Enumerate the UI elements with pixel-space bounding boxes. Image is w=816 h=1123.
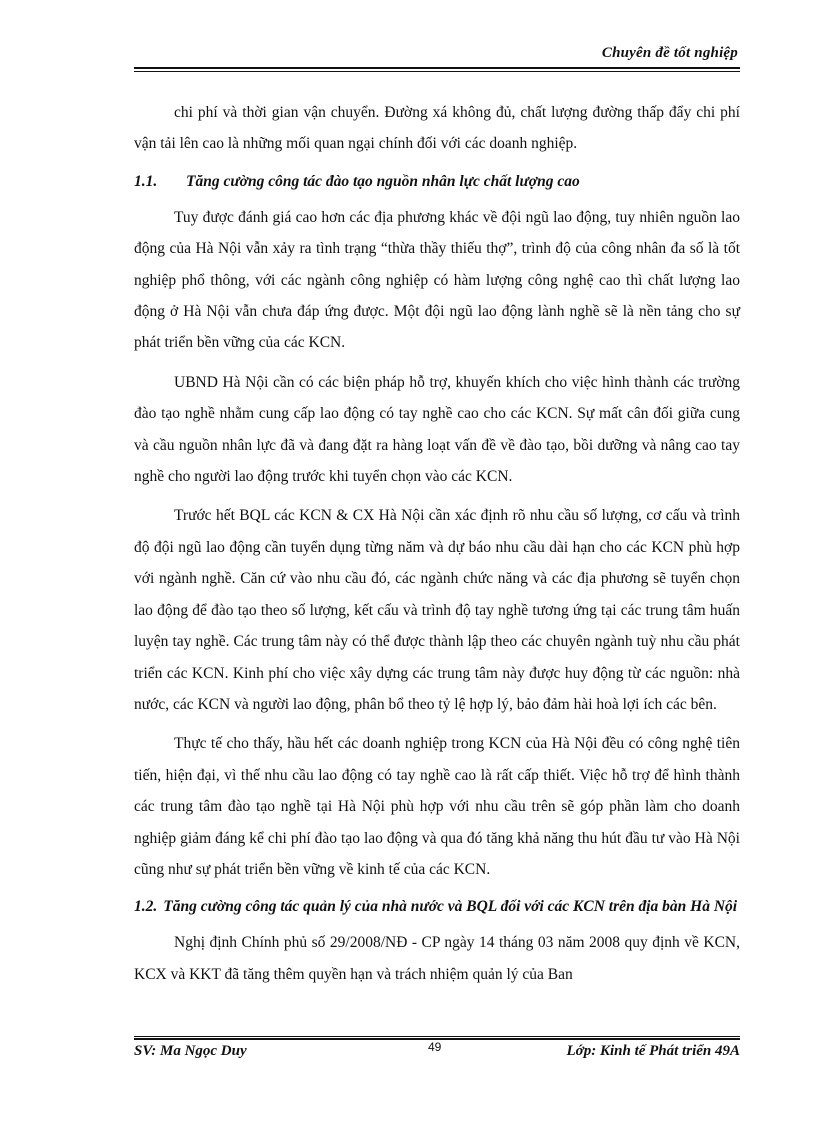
- page-number: 49: [428, 1040, 442, 1054]
- section-number: 1.2.: [134, 898, 158, 916]
- paragraph-intro: chi phí và thời gian vận chuyển. Đường xá không đủ, chất lượng đường thấp đẩy chi phí vận tải lên cao là những mối quan ngại chính đối với các doanh nghiệp.: [134, 104, 740, 153]
- section-title: Tăng cường công tác quản lý của nhà nước và BQL đối với các KCN trên địa bàn Hà Nội: [163, 898, 738, 916]
- header-title: Chuyên đề tốt nghiệp: [601, 45, 738, 61]
- paragraph-decree: Nghị định Chính phủ số 29/2008/NĐ - CP ngày 14 tháng 03 năm 2008 quy định về KCN, KCX và KKT đã tăng thêm quyền hạn và trách nhiệm quản lý của Ban: [134, 934, 740, 983]
- page-body: [134, 97, 740, 990]
- paragraph-demand-planning: Trước hết BQL các KCN & CX Hà Nội cần xác định rõ nhu cầu số lượng, cơ cấu và trình độ đội ngũ lao động cần tuyển dụng từng năm và dự báo nhu cầu dài hạn cho các KCN phù hợp với ngành nghề. Căn cứ vào nhu cầu đó, các ngành chức năng và các địa phương sẽ tuyển chọn lao động để đào tạo theo số lượng, kết cấu và trình độ tay nghề tương ứng tại các trung tâm huấn luyện tay nghề. Các trung tâm này có thể được thành lập theo các chuyên ngành tuỳ nhu cầu phát triển các KCN. Kinh phí cho việc xây dựng các trung tâm này được huy động từ các nguồn: nhà nước, các KCN và người lao động, phân bổ theo tỷ lệ hợp lý, bảo đảm hài hoà lợi ích các bên.: [134, 507, 740, 713]
- paragraph-workforce: Tuy được đánh giá cao hơn các địa phương khác về đội ngũ lao động, tuy nhiên nguồn lao động của Hà Nội vẫn xảy ra tình trạng “thừa thầy thiếu thợ”, trình độ của công nhân đa số là tốt nghiệp phổ thông, với các ngành công nghiệp có hàm lượng công nghệ cao thì chất lượng lao động ở Hà Nội vẫn chưa đáp ứng được. Một đội ngũ lao động lành nghề sẽ là nền tảng cho sự phát triển bền vững của các KCN.: [134, 208, 740, 352]
- footer-student: SV: Ma Ngọc Duy: [134, 1043, 247, 1059]
- footer-class: Lớp: Kinh tế Phát triển 49A: [566, 1043, 740, 1059]
- section-heading-1-1: [134, 168, 740, 196]
- header-rule: [134, 67, 740, 72]
- section-heading-1-2: [134, 893, 740, 921]
- section-title: Tăng cường công tác đào tạo nguồn nhân lực chất lượng cao: [186, 172, 580, 190]
- section-number: 1.1.: [134, 172, 158, 190]
- paragraph-training-support: UBND Hà Nội cần có các biện pháp hỗ trợ, khuyến khích cho việc hình thành các trường đào tạo nghề nhằm cung cấp lao động có tay nghề cao cho các KCN. Sự mất cân đối giữa cung và cầu nguồn nhân lực đã và đang đặt ra hàng loạt vấn đề về đào tạo, bồi dưỡng và nâng cao tay nghề cho người lao động trước khi tuyển chọn vào các KCN.: [134, 373, 740, 486]
- paragraph-reality: Thực tế cho thấy, hầu hết các doanh nghiệp trong KCN của Hà Nội đều có công nghệ tiên tiến, hiện đại, vì thế nhu cầu lao động có tay nghề cao là rất cấp thiết. Việc hỗ trợ để hình thành các trung tâm đào tạo nghề tại Hà Nội phù hợp với nhu cầu trên sẽ góp phần làm cho doanh nghiệp giảm đáng kể chi phí đào tạo lao động và qua đó tăng khả năng thu hút đầu tư vào Hà Nội cũng như sự phát triển bền vững về kinh tế của các KCN.: [134, 735, 740, 878]
